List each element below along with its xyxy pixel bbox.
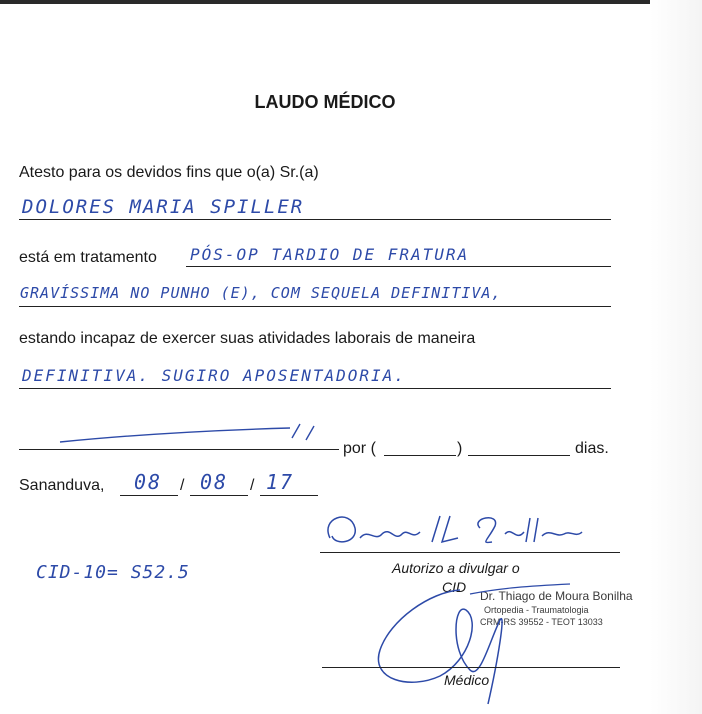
authorize-text-1: Autorizo a divulgar o: [392, 560, 520, 576]
doctor-signature: [370, 580, 580, 710]
date-day: 08: [134, 470, 163, 494]
period-label: por (: [343, 440, 376, 457]
date-month-line: [190, 495, 248, 496]
date-sep-2: /: [250, 477, 255, 494]
treatment-line-2: [19, 306, 611, 307]
patient-signature-line: [320, 552, 620, 553]
period-days-line: [384, 455, 456, 456]
date-year-line: [260, 495, 318, 496]
top-border: [0, 0, 650, 4]
stamp-specialty: Ortopedia - Traumatologia: [484, 605, 589, 615]
incapacity-text: estando incapaz de exercer suas atividades laborais de maneira: [19, 330, 476, 347]
cid-handwritten: CID-10= S52.5: [36, 562, 190, 583]
attest-text: Atesto para os devidos fins que o(a) Sr.(a): [19, 164, 319, 181]
treatment-line-1: [186, 266, 611, 267]
patient-signature: [320, 508, 630, 558]
authorize-text-2: CID: [442, 579, 467, 595]
date-month: 08: [200, 470, 229, 494]
period-paren: ): [457, 440, 463, 457]
date-year: 17: [266, 470, 295, 494]
treatment-handwritten-1: PÓS-OP TARDIO DE FRATURA: [190, 245, 470, 264]
incapacity-handwritten: DEFINITIVA. SUGIRO APOSENTADORIA.: [22, 366, 406, 385]
treatment-handwritten-2: GRAVÍSSIMA NO PUNHO (E), COM SEQUELA DEFINITIVA,: [20, 284, 502, 302]
place-label: Sananduva,: [19, 477, 105, 494]
stamp-name: Dr. Thiago de Moura Bonilha: [480, 589, 633, 603]
document-title: LAUDO MÉDICO: [254, 92, 396, 112]
period-after-line: [468, 455, 570, 456]
treatment-label: está em tratamento: [19, 249, 157, 266]
patient-name-line: [19, 219, 611, 220]
page-edge-shadow: [650, 0, 702, 714]
date-day-line: [120, 495, 178, 496]
incapacity-line: [19, 388, 611, 389]
period-days-label: dias.: [575, 440, 609, 457]
period-strikethrough: [60, 420, 340, 450]
doctor-label: Médico: [444, 672, 490, 688]
patient-name: DOLORES MARIA SPILLER: [22, 196, 305, 218]
doctor-signature-line: [322, 667, 620, 668]
stamp-registry: CRM-RS 39552 - TEOT 13033: [480, 617, 603, 627]
date-sep-1: /: [180, 477, 185, 494]
